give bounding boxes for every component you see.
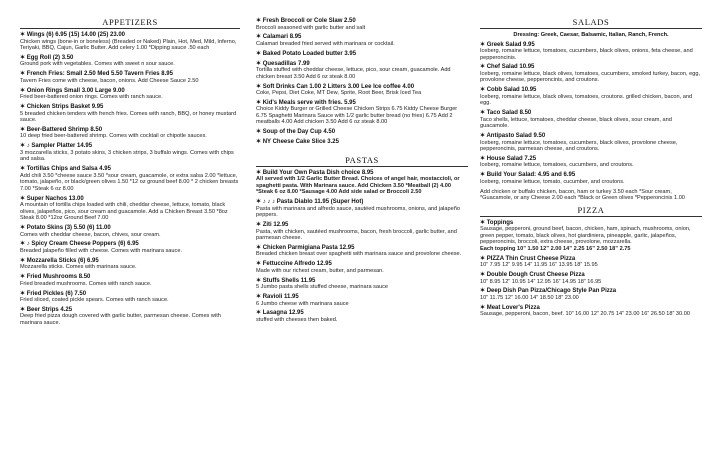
salads-heading: SALADS bbox=[480, 18, 702, 29]
menu-item bbox=[480, 133, 702, 153]
item-name: ✶ House Salad 7.25 bbox=[480, 155, 537, 162]
menu-item bbox=[480, 42, 702, 62]
toppings-list: Sausage, pepperoni, ground beef, bacon, chicken, ham, spinach, mushrooms, onion, green pepper, tomato, black olives, hot giardiniera, pineapple, garlic, jalapeños, pepperoncinis, broccoli, extra cheese, provolone, mozzarella. bbox=[480, 226, 691, 246]
item-name: ✶ Cobb Salad 10.95 bbox=[480, 87, 537, 94]
item-description: Tavern Fries come with cheese, bacon, onions. Add Cheese Sauce 2.50 bbox=[20, 77, 199, 84]
menu-item bbox=[256, 61, 468, 81]
item-description: Chicken wings (bone-in or boneless) (Breaded or Naked) Plain, Hot, Med, Mild, Inferno, Teriyaki, BBQ, Cajun, Garlic Butter. Add celery 1.00 *Dipping sauce .50 each bbox=[20, 38, 237, 51]
menu-item bbox=[20, 166, 240, 192]
menu-item bbox=[256, 310, 468, 323]
item-name: ✶ Toppings bbox=[480, 219, 514, 226]
item-name: ✶ Taco Salad 8.50 bbox=[480, 110, 532, 117]
item-description: 3 mozzarella sticks, 3 potato skins, 3 chicken strips, 3 buffalo wings. Comes with chips and salsa. bbox=[20, 149, 234, 163]
middle-column bbox=[256, 0, 468, 327]
item-description: Pasta with marinara and alfredo sauce, sautéed mushrooms, onions, and jalapeño peppers. bbox=[256, 205, 460, 219]
item-name: ✶ Fettuccine Alfredo 12.95 bbox=[256, 261, 332, 268]
menu-item bbox=[20, 225, 240, 238]
menu-item bbox=[20, 291, 240, 304]
item-description: 5 Jumbo pasta shells stuffed cheese, marinara sauce bbox=[256, 284, 389, 291]
menu-item bbox=[256, 222, 468, 242]
item-description: Fried sliced, coated pickle spears. Comes with ranch sauce. bbox=[20, 297, 169, 304]
item-description: 10” 11.75 12” 16.00 14” 18.50 18” 23.00 bbox=[480, 294, 579, 301]
item-description: A mountain of tortilla chips loaded with chili, cheddar cheese, lettuce, tomato, black olives, jalapeños, pico, sour cream and guacamole. Add a Chicken Breast 3.50 *8oz Steak 8.00 *12oz Ground Beef 7.00 bbox=[20, 202, 228, 222]
item-description: Ground pork with vegetables. Comes with sweet n sour sauce. bbox=[20, 61, 175, 68]
item-description: Tortilla stuffed with cheddar cheese, lettuce, pico, sour cream, guacamole. Add chicken breast 3.50 Add 6 oz steak 8.00 bbox=[256, 67, 451, 80]
item-description: 6 Jumbo cheese with marinara sauce bbox=[256, 300, 349, 307]
item-name: ✶ Soft Drinks Can 1.00 2 Litters 3.00 Lee Ice coffee 4.00 bbox=[256, 83, 415, 90]
menu-item bbox=[480, 172, 702, 185]
item-name: ✶ ♪ Spicy Cream Cheese Poppers (6) 6.95 bbox=[20, 241, 139, 248]
appetizers-column bbox=[20, 0, 240, 330]
item-description: Iceberg, romaine lettuce, tomatoes, cucumbers, and croutons. bbox=[480, 162, 634, 169]
menu-item bbox=[20, 71, 240, 84]
appetizers-list bbox=[20, 32, 240, 326]
item-name: ✶ Lasagna 12.95 bbox=[256, 310, 304, 317]
pastas-heading: PASTAS bbox=[256, 156, 468, 167]
item-name: ✶ ♪ Sampler Platter 14.95 bbox=[20, 143, 93, 150]
item-name: ✶ Baked Potato Loaded butter 3.95 bbox=[256, 50, 357, 57]
item-description: Taco shells, lettuce, tomatoes, cheddar cheese, black olives, sour cream, and guacamole. bbox=[480, 116, 672, 130]
pizza-list bbox=[480, 256, 702, 318]
item-description: Choice Kiddy Burger or Grilled Cheese Chicken Strips 6.75 Kiddy Cheese Burger 6.75 Spaghetti Marinara Sauce with 1/2 garlic butter bread (no fries) 6.75 Add 2 meatballs 4.00 Add chicken 3.50 Add 6 oz steak 8.00 bbox=[256, 106, 458, 126]
dressing-options: Dressing: Greek, Caesar, Balsamic, Italian, Ranch, French. bbox=[513, 32, 669, 38]
item-description: Iceberg, romaine lettuce, tomatoes, cucumbers, black olives, provolone cheese, pepperoncinis, parmesan cheese, and croutons. bbox=[480, 139, 678, 153]
menu-item bbox=[20, 143, 240, 163]
item-description: Deep fried pizza dough covered with garlic butter, parmesan cheese. Comes with marinara sauce. bbox=[20, 313, 221, 326]
item-name: ✶ Beer-Battered Shrimp 8.50 bbox=[20, 126, 103, 133]
menu-item bbox=[20, 127, 240, 140]
item-description: Iceberg, romaine lettuce, tomato, cucumber, and croutons. bbox=[480, 178, 625, 185]
item-description: Mozzarella sticks. Comes with marinara sauce. bbox=[20, 264, 137, 271]
menu-item bbox=[20, 32, 240, 52]
item-description: Pasta, with chicken, sautéed mushrooms, bacon, fresh broccoli, garlic butter, and parmesan cheese. bbox=[256, 228, 457, 242]
item-name: ✶ Wings (6) 6.95 (15) 14.00 (25) 23.00 bbox=[20, 32, 126, 38]
menu-item bbox=[480, 305, 702, 318]
item-name: ✶ Double Dough Crust Cheese Pizza bbox=[480, 272, 585, 279]
item-name: ✶ Greek Salad 9.95 bbox=[480, 41, 535, 48]
item-name: ✶ Soup of the Day Cup 4.50 bbox=[256, 129, 336, 136]
menu-item bbox=[20, 88, 240, 101]
item-name: ✶ Antipasto Salad 9.50 bbox=[480, 133, 546, 140]
salad-addons: Add chicken or buffalo chicken, bacon, ham or turkey 3.50 each *Sour cream, *Guacamole, or any Cheese 2.00 each *Black or Green olives *Pepperoncinis 1.00 bbox=[480, 188, 685, 202]
pasta-intro: All served with 1/2 Garlic Butter Bread. Choices of angel hair, mostaccioli, or spaghetti pasta. With Marinara sauce. Add Chicken 3.50 *Meatball (2) 4.00 *Steak 6 oz 8.00 *Sausage 4.00 Add side salad or Broccoli 2.50 bbox=[256, 176, 460, 196]
menu-item bbox=[20, 307, 240, 327]
menu-item bbox=[480, 156, 702, 169]
item-name: ✶ Potato Skins (3) 5.50 (6) 11.00 bbox=[20, 225, 111, 232]
item-description: Iceberg, romaine lettuce, tomatoes, cucumbers, black olives, onions, feta cheese, and pepperoncinis. bbox=[480, 48, 693, 61]
menu-item bbox=[256, 245, 468, 258]
menu-item bbox=[480, 288, 702, 301]
item-name: ✶ Tortillas Chips and Salsa 4.95 bbox=[20, 166, 111, 173]
item-name: ✶ NY Cheese Cake Slice 3.25 bbox=[256, 139, 339, 146]
menu-item bbox=[480, 110, 702, 130]
menu-item bbox=[20, 241, 240, 254]
menu-item bbox=[256, 278, 468, 291]
item-name: ✶ Chicken Parmigiana Pasta 12.95 bbox=[256, 244, 355, 251]
item-description: Coke, Pepsi, Diet Coke, MT Dew, Sprite, Root Beer, Brisk Iced Tea bbox=[256, 90, 422, 97]
menu-item bbox=[256, 129, 468, 136]
item-description: stuffed with cheeses then baked. bbox=[256, 316, 338, 323]
pastas-list bbox=[256, 199, 468, 323]
menu-item bbox=[480, 256, 702, 269]
item-description: Fried breaded mushrooms. Comes with ranch sauce. bbox=[20, 280, 152, 287]
menu-item bbox=[480, 64, 702, 84]
item-name: ✶ French Fries: Small 2.50 Med 5.50 Tavern Fries 8.95 bbox=[20, 71, 173, 78]
item-name: ✶ Fresh Broccoli or Cole Slaw 2.50 bbox=[256, 18, 356, 24]
menu-item bbox=[20, 274, 240, 287]
item-description: Iceberg, romaine lettuce, black olives, tomatoes, croutons. grilled chicken, bacon, and egg. bbox=[480, 93, 693, 107]
menu-item bbox=[256, 139, 468, 146]
item-name: ✶ Calamari 8.95 bbox=[256, 34, 302, 41]
item-description: Iceberg, romaine lettuce, black olives, tomatoes, cucumbers, smoked turkey, bacon, egg, provolone cheese, pepperoncinis, and croutons. bbox=[480, 70, 701, 84]
appetizers-heading: APPETIZERS bbox=[20, 18, 240, 29]
item-name: ✶ Stuffs Shells 11.95 bbox=[256, 277, 316, 284]
item-description: Fried beer-battered onion rings. Comes with ranch sauce. bbox=[20, 94, 163, 101]
item-name: ✶ Meat Lover's Pizza bbox=[480, 304, 540, 311]
item-name: ✶ Mozzarella Sticks (6) 6.95 bbox=[20, 257, 99, 264]
item-name: ✶ Fried Pickles (6) 7.50 bbox=[20, 290, 87, 297]
item-name: ✶ ♪ ♪ ♪ Pasta Diablo 11.95 (Super Hot) bbox=[256, 199, 364, 206]
item-description: 10” 7.95 12” 9.95 14” 11.95 16” 13.95 18” 15.95 bbox=[480, 262, 598, 269]
menu-item bbox=[480, 220, 702, 253]
item-description: Calamari breaded fried served with marinara or cocktail. bbox=[256, 40, 395, 47]
item-description: Sausage, pepperoni, bacon, beef. 10” 16.00 12” 20.75 14” 23.00 16” 26.50 18” 30.00 bbox=[480, 311, 690, 318]
item-description: Breaded chicken breast over spaghetti with marinara sauce and provolone cheese. bbox=[256, 251, 462, 258]
item-name: ✶ Super Nachos 13.00 bbox=[20, 195, 84, 202]
item-description: Breaded jalapeño filled with cheese. Comes with marinara sauce. bbox=[20, 247, 182, 254]
item-name: ✶ Chicken Strips Basket 9.95 bbox=[20, 104, 104, 111]
item-description: 10 deep fried beer-battered shrimp. Comes with cocktail or chipotle sauces. bbox=[20, 133, 207, 140]
menu-item bbox=[20, 196, 240, 222]
menu-item bbox=[20, 104, 240, 124]
item-name: ✶ Beer Strips 4.25 bbox=[20, 306, 73, 313]
item-name: ✶ Build Your Own Pasta Dish choice 8.95 bbox=[256, 169, 374, 176]
sides-list bbox=[256, 18, 468, 146]
menu-item bbox=[20, 55, 240, 68]
item-name: ✶ Build Your Salad: 4.95 and 6.95 bbox=[480, 172, 576, 179]
item-name: ✶ Chef Salad 10.95 bbox=[480, 64, 535, 71]
menu-item bbox=[480, 272, 702, 285]
toppings-price: Each topping 10” 1.50 12” 2.00 14” 2.25 16” 2.50 18” 2.75 bbox=[480, 245, 631, 252]
item-description: Add chili 3.50 *cheese sauce 3.50 *sour cream, guacamole, or extra salsa 2.00 *lettuce, tomato, jalapeño, or black/green olives 1.50 *12 oz ground beef 8.00 * 2 chicken breasts 7.00 *Steak 6 oz 8.00 bbox=[20, 172, 239, 192]
menu-item bbox=[256, 34, 468, 47]
item-description: Comes with cheddar cheese, bacon, chives, sour cream. bbox=[20, 231, 161, 238]
menu-item bbox=[256, 170, 468, 196]
item-name: ✶ PIZZA Thin Crust Cheese Pizza bbox=[480, 255, 576, 262]
menu-item bbox=[256, 100, 468, 126]
menu-item bbox=[256, 199, 468, 219]
item-description: 10” 8.95 12” 10.95 14” 12.95 16” 14.95 18” 16.95 bbox=[480, 278, 602, 285]
menu-item bbox=[20, 258, 240, 271]
item-name: ✶ Fried Mushrooms 8.50 bbox=[20, 274, 91, 281]
item-name: ✶ Ziti 12.95 bbox=[256, 222, 289, 229]
menu-item bbox=[256, 18, 468, 31]
item-name: ✶ Quesadillas 7.99 bbox=[256, 60, 310, 67]
menu-item bbox=[256, 84, 468, 97]
item-description: Made with our richest cream, butter, and parmesan. bbox=[256, 267, 384, 274]
salads-list bbox=[480, 42, 702, 186]
item-name: ✶ Deep Dish Pan Pizza/Chicago Style Pan Pizza bbox=[480, 288, 617, 295]
salads-pizza-column bbox=[480, 0, 702, 321]
item-name: ✶ Onion Rings Small 3.00 Large 9.00 bbox=[20, 87, 125, 94]
item-description: Broccoli seasoned with garlic butter and salt bbox=[256, 24, 366, 31]
item-description: 5 breaded chicken tenders with french fries. Comes with ranch, BBQ, or honey mustard sauce. bbox=[20, 110, 237, 124]
menu-item bbox=[256, 261, 468, 274]
menu-item bbox=[256, 294, 468, 307]
pizza-heading: PIZZA bbox=[480, 206, 702, 217]
item-name: ✶ Egg Roll (2) 3.50 bbox=[20, 54, 74, 61]
menu-item bbox=[480, 87, 702, 107]
item-name: ✶ Kid's Meals serve with fries. 5.95 bbox=[256, 99, 356, 106]
item-name: ✶ Ravioli 11.95 bbox=[256, 294, 299, 301]
menu-item bbox=[256, 51, 468, 58]
